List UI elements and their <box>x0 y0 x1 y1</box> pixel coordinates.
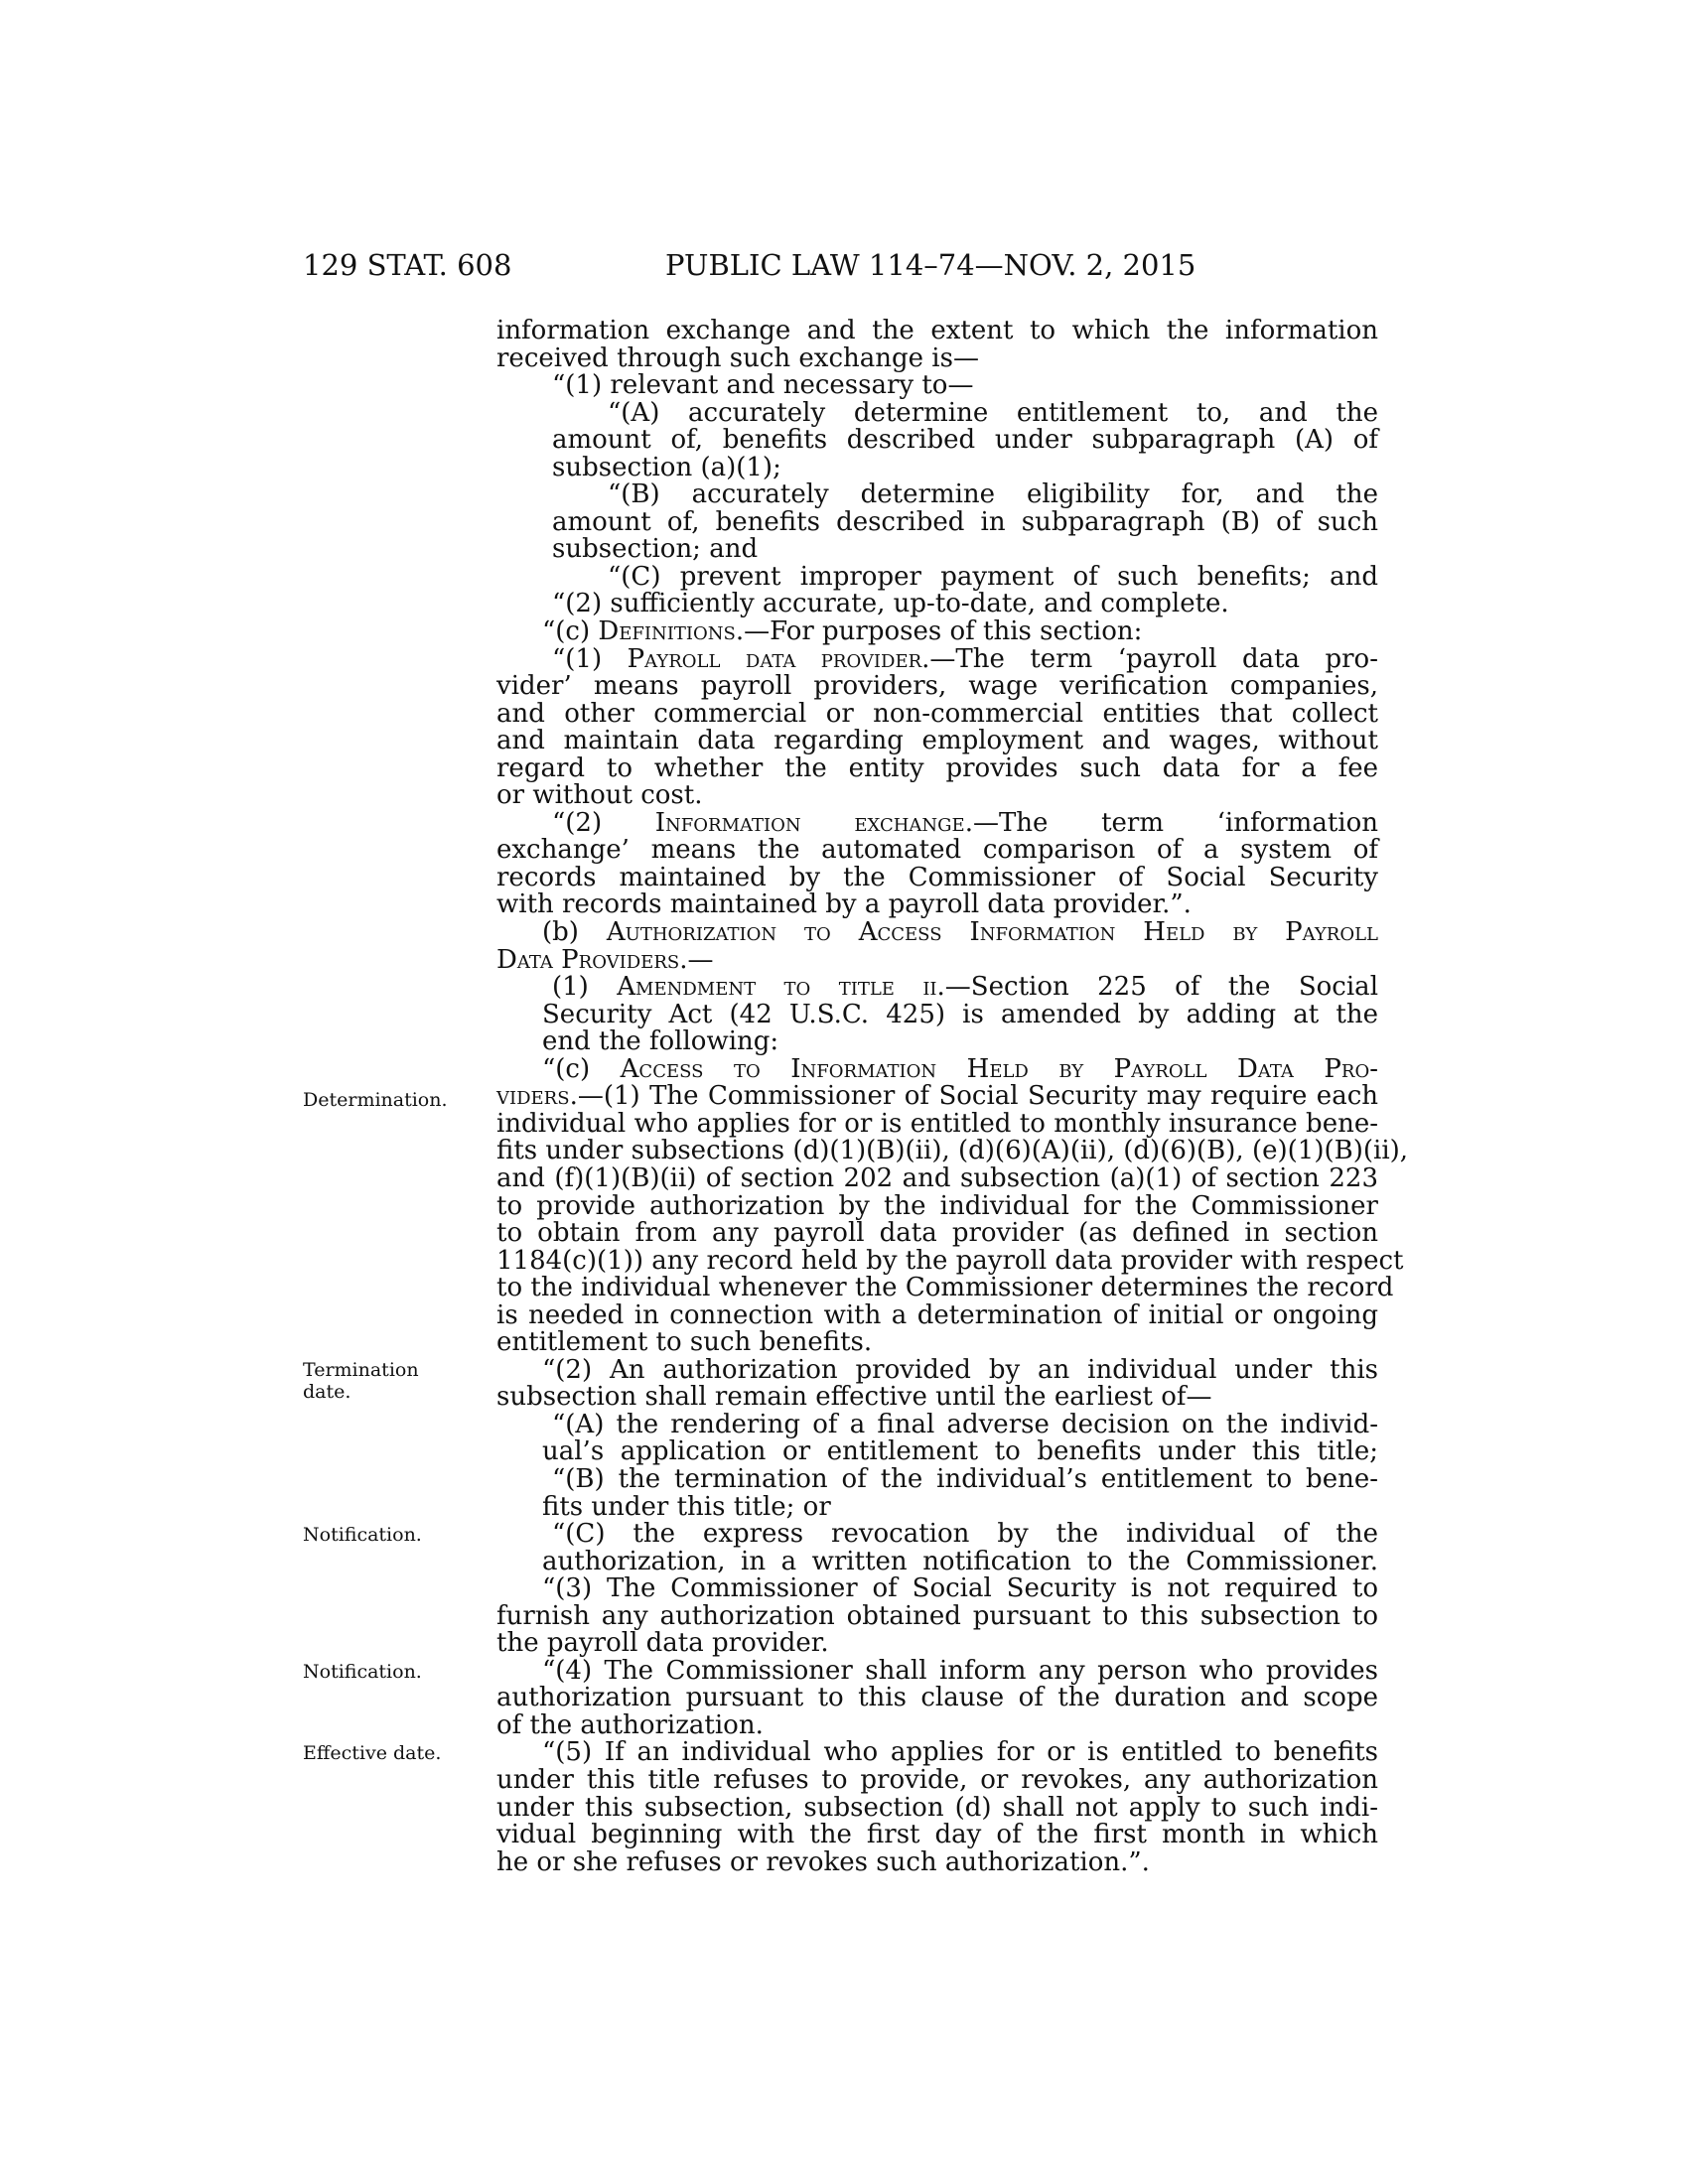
paragraph-number: “(2) <box>552 807 603 838</box>
text-line: “(5) If an individual who applies for or is entitled to benefits <box>542 1737 1378 1768</box>
text-line: “(B) accurately determine eligibility for, and the <box>608 479 1378 510</box>
text-line: records maintained by the Commissioner of Social Security <box>496 862 1378 892</box>
text-line: under this subsection, subsection (d) shall not apply to such indi- <box>496 1792 1378 1823</box>
text-line: “(C) the express revocation by the individual of the <box>552 1519 1378 1550</box>
text-line: and other commercial or non-commercial entities that collect <box>496 698 1378 729</box>
text-line: and maintain data regarding employment and wages, without <box>496 726 1378 756</box>
paragraph-number: (1) <box>552 972 589 1003</box>
text-line: under this title refuses to provide, or revokes, any authorization <box>496 1764 1378 1795</box>
section-heading: Payroll data provider <box>627 643 922 674</box>
text-line: authorization, in a written notification to the Commissioner. <box>542 1546 1378 1576</box>
text-line: or without cost. <box>496 780 703 811</box>
section-heading: Data Providers <box>496 944 680 975</box>
text-line: “(A) the rendering of a final adverse decision on the individ- <box>552 1409 1378 1439</box>
text-line: furnish any authorization obtained pursuant to this subsection to <box>496 1600 1378 1631</box>
subsection-number: (b) <box>542 917 579 948</box>
text-line: vidual beginning with the first day of the first month in which <box>496 1820 1378 1850</box>
text-line: the payroll data provider. <box>496 1628 829 1659</box>
text-line: “(4) The Commissioner shall inform any person who provides <box>542 1655 1378 1686</box>
margin-note-termination-date <box>303 1359 442 1403</box>
text-line <box>496 643 1378 674</box>
text-line: subsection (a)(1); <box>552 452 781 482</box>
text-line: to provide authorization by the individual for the Commissioner <box>496 1190 1378 1221</box>
section-heading: Definitions <box>598 616 736 647</box>
text-line: “(3) The Commissioner of Social Security is not required to <box>542 1573 1378 1604</box>
section-heading: viders <box>496 1081 570 1112</box>
text-line: to the individual whenever the Commissioner determines the record <box>496 1273 1394 1303</box>
paragraph-number: “(1) <box>552 643 603 674</box>
text-line: 1184(c)(1)) any record held by the payroll data provider with respect <box>496 1245 1404 1276</box>
text-line: to obtain from any payroll data provider (as defined in section <box>496 1218 1378 1249</box>
text-line: entitlement to such benefits. <box>496 1327 873 1358</box>
margin-note-notification: Notification. <box>303 1524 422 1546</box>
text-line: amount of, benefits described under subparagraph (A) of <box>552 425 1378 456</box>
text-line: subsection shall remain effective until the earliest of— <box>496 1382 1212 1413</box>
text-line: received through such exchange is— <box>496 342 979 373</box>
text-line <box>496 807 1379 838</box>
text-line: ual’s application or entitlement to benefits under this title; <box>542 1436 1378 1467</box>
text-line: “(2) An authorization provided by an individual under this <box>542 1354 1378 1385</box>
text-line: of the authorization. <box>496 1709 764 1740</box>
subsection-number: “(c) <box>542 1053 591 1084</box>
text-line: information exchange and the extent to which the information <box>496 316 1378 345</box>
text-fragment: .—For purposes of this section: <box>735 616 1143 647</box>
margin-note-effective-date: Effective date. <box>303 1742 442 1764</box>
text-line: exchange’ means the automated comparison of a system of <box>496 835 1378 866</box>
text-line: end the following: <box>542 1026 779 1057</box>
margin-note-line: Termination <box>303 1359 419 1381</box>
text-line: Security Act (42 U.S.C. 425) is amended by adding at the <box>542 999 1378 1029</box>
text-line: fits under this title; or <box>542 1491 831 1522</box>
text-fragment: .— <box>679 944 714 975</box>
law-title: PUBLIC LAW 114–74—NOV. 2, 2015 <box>665 248 1196 282</box>
text-line: “(1) relevant and necessary to— <box>552 370 974 401</box>
text-line <box>496 944 1378 975</box>
stat-reference: 129 STAT. 608 <box>303 248 512 282</box>
section-heading: Authorization to Access Information Held by Payroll <box>606 917 1378 948</box>
text-line: “(C) prevent improper payment of such benefits; and <box>608 561 1378 592</box>
text-line: amount of, benefits described in subparagraph (B) of such <box>552 506 1378 537</box>
text-fragment: .—The term ‘information <box>964 807 1379 838</box>
text-line: authorization pursuant to this clause of the duration and scope <box>496 1683 1378 1713</box>
text-line: subsection; and <box>552 534 759 565</box>
text-line: is needed in connection with a determination of initial or ongoing <box>496 1299 1378 1330</box>
text-line: he or she refuses or revokes such authorization.”. <box>496 1846 1150 1877</box>
text-fragment: .—The term ‘payroll data pro- <box>921 643 1378 674</box>
margin-note-determination: Determination. <box>303 1089 448 1111</box>
text-line <box>496 618 1378 646</box>
text-fragment: .—(1) The Commissioner of Social Security may require each <box>569 1081 1378 1112</box>
text-line <box>496 1083 1378 1111</box>
text-line: regard to whether the entity provides such data for a fee <box>496 752 1378 783</box>
text-line: with records maintained by a payroll data provider.”. <box>496 889 1192 920</box>
section-heading: Access to Information Held by Payroll Data Pro- <box>620 1053 1378 1084</box>
text-fragment: .—Section 225 of the Social <box>936 972 1379 1003</box>
margin-note-line: date. <box>303 1381 352 1403</box>
section-heading: Information exchange <box>654 807 965 838</box>
text-line: vider’ means payroll providers, wage verification companies, <box>496 671 1378 702</box>
text-line: and (f)(1)(B)(ii) of section 202 and subsection (a)(1) of section 223 <box>496 1162 1378 1193</box>
text-line <box>496 1053 1378 1084</box>
text-line: individual who applies for or is entitled to monthly insurance bene- <box>496 1108 1378 1139</box>
section-heading: Amendment to title ii <box>617 972 937 1003</box>
statute-body <box>496 316 1409 1877</box>
margin-note-notification: Notification. <box>303 1661 422 1683</box>
text-line <box>496 974 1378 1002</box>
text-line: “(A) accurately determine entitlement to, and the <box>608 397 1378 428</box>
text-line: “(2) sufficiently accurate, up-to-date, and complete. <box>552 589 1229 619</box>
text-line: fits under subsections (d)(1)(B)(ii), (d)(6)(A)(ii), (d)(6)(B), (e)(1)(B)(ii), <box>496 1136 1409 1166</box>
text-line: “(B) the termination of the individual’s entitlement to bene- <box>552 1463 1378 1494</box>
subsection-number: “(c) <box>542 616 591 647</box>
page-header <box>0 248 1688 288</box>
text-line <box>496 919 1378 947</box>
